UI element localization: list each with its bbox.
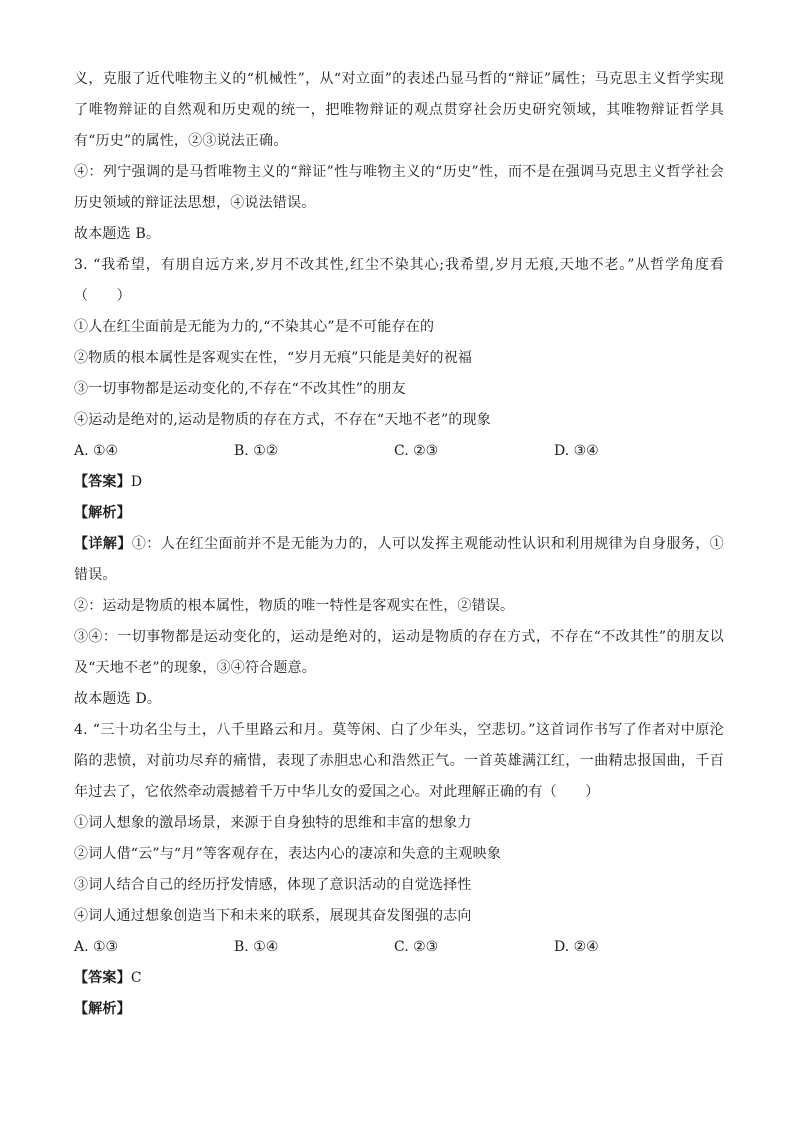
- question-4-item-4: ④词人通过想象创造当下和未来的联系，展现其奋发图强的志向: [74, 908, 472, 924]
- paragraph-conclusion-q2: 故本题选 B。: [74, 226, 161, 242]
- answer-tag: 【答案】: [74, 970, 131, 986]
- analysis-tag: 【解析】: [74, 505, 131, 521]
- question-4-analysis: [74, 994, 724, 1025]
- analysis-tag: 【解析】: [74, 1001, 131, 1017]
- question-3-item-3: ③一切事物都是运动变化的,不存在“不改其性”的朋友: [74, 381, 406, 397]
- question-3-analysis: [74, 498, 724, 529]
- question-4-option-d: D. ②④: [554, 939, 599, 955]
- answer-value: D: [130, 474, 143, 490]
- question-3-detail-1: [74, 529, 724, 591]
- question-3-option-c: C. ②③: [394, 443, 439, 459]
- paragraph-continuation-1: 义，克服了近代唯物主义的“机械性”，从“对立面”的表述凸显马哲的“辩证”属性；马克思主义哲学实现了唯物辩证的自然观和历史观的统一，把唯物辩证的观点贯穿社会历史研究领域，其唯物辩证哲学具有“历史”的属性，②③说法正确。: [74, 71, 724, 149]
- question-3-item-4: ④运动是绝对的,运动是物质的存在方式，不存在“天地不老”的现象: [74, 412, 491, 428]
- detail-text: ①：人在红尘面前并不是无能为力的，人可以发挥主观能动性认识和利用规律为自身服务，①错误。: [74, 536, 724, 583]
- question-4-item-1: ①词人想象的激昂场景，来源于自身独特的思维和丰富的想象力: [74, 815, 472, 831]
- question-4-option-b: B. ①④: [234, 939, 279, 955]
- question-3-answer: [74, 467, 724, 498]
- question-4-option-a: A. ①③: [74, 939, 119, 955]
- question-3-item-1: ①人在红尘面前是无能为力的,“不染其心”是不可能存在的: [74, 319, 435, 335]
- question-4-options: [74, 932, 724, 963]
- question-3-stem: 3. “我希望，有朋自远方来,岁月不改其性,红尘不染其心;我希望,岁月无痕,天地不老。”从哲学角度看（ ）: [74, 257, 724, 304]
- question-3-option-a: A. ①④: [74, 443, 119, 459]
- question-3-item-2: ②物质的根本属性是客观实在性，“岁月无痕”只能是美好的祝福: [74, 350, 473, 366]
- answer-tag: 【答案】: [74, 474, 131, 490]
- question-4-stem: 4. “三十功名尘与土，八千里路云和月。莫等闲、白了少年头，空悲切。”这首词作书写了作者对中原沦陷的悲愤，对前功尽弃的痛惜，表现了赤胆忠心和浩然正气。一首英雄满江红，一曲精忠报国曲，千百年过去了，它依然牵动震撼着千万中华儿女的爱国之心。对此理解正确的有（ ）: [74, 722, 724, 800]
- question-3-conclusion: 故本题选 D。: [74, 691, 162, 707]
- question-3-option-b: B. ①②: [234, 443, 279, 459]
- question-3-options: [74, 436, 724, 467]
- paragraph-continuation-2: ④：列宁强调的是马哲唯物主义的“辩证”性与唯物主义的“历史”性，而不是在强调马克思主义哲学社会历史领域的辩证法思想，④说法错误。: [74, 164, 724, 211]
- question-4-item-3: ③词人结合自己的经历抒发情感，体现了意识活动的自觉选择性: [74, 877, 472, 893]
- answer-value: C: [130, 970, 142, 986]
- question-4-option-c: C. ②③: [394, 939, 439, 955]
- question-4-item-2: ②词人借“云”与“月”等客观存在，表达内心的凄凉和失意的主观映象: [74, 846, 502, 862]
- question-3-detail-2: ②：运动是物质的根本属性，物质的唯一特性是客观实在性，②错误。: [74, 598, 515, 614]
- document-content: [74, 64, 724, 1025]
- question-4-answer: [74, 963, 724, 994]
- question-3-detail-3: ③④：一切事物都是运动变化的，运动是绝对的，运动是物质的存在方式，不存在“不改其性”的朋友以及“天地不老”的现象，③④符合题意。: [74, 629, 724, 676]
- detail-tag: 【详解】: [74, 536, 132, 552]
- question-3-option-d: D. ③④: [554, 443, 599, 459]
